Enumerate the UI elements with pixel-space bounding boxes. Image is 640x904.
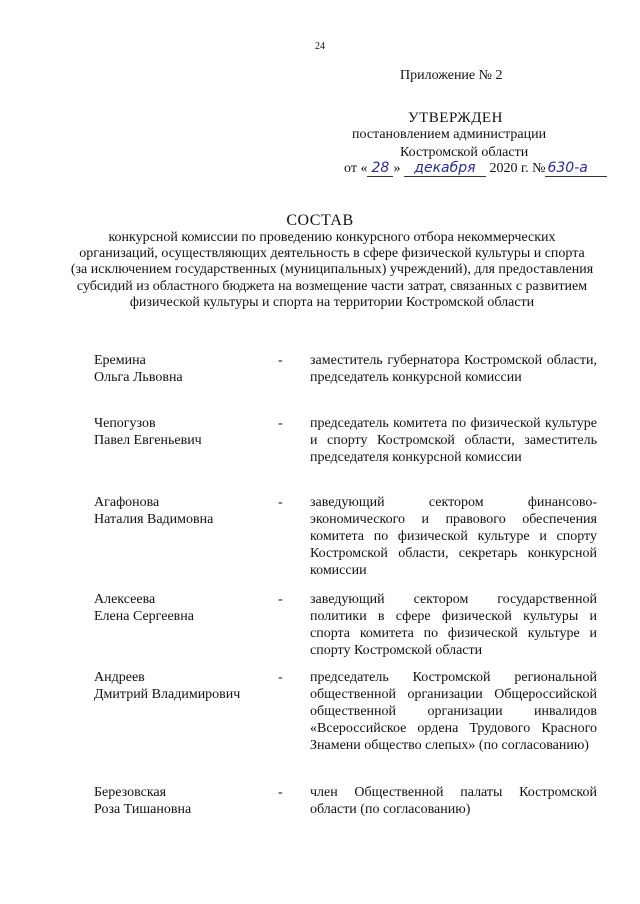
member-role: заместитель губернатора Костромской области, председатель конкурсной комиссии	[310, 353, 597, 385]
member-name	[94, 494, 274, 528]
member-given-name: Роза Тишановна	[94, 802, 192, 817]
member-dash: -	[278, 670, 283, 685]
member-role: заведующий сектором финансово-экономического и правового обеспечения комитета по физической культуре и спорту Костромской области, секретарь конкурсной комиссии	[310, 495, 597, 578]
handwritten-number: 630-а	[545, 161, 607, 177]
open-quote: «	[360, 161, 368, 176]
approved-title: УТВЕРЖДЕН	[408, 110, 503, 126]
page-number: 24	[315, 41, 325, 52]
member-name	[94, 352, 274, 386]
approval-date-line	[344, 161, 607, 177]
member-surname: Чепогузов	[94, 416, 156, 431]
member-given-name: Дмитрий Владимирович	[94, 687, 241, 702]
member-surname: Березовская	[94, 785, 167, 800]
member-role: член Общественной палаты Костромской области (по согласованию)	[310, 785, 597, 817]
member-name	[94, 669, 274, 703]
appendix-label: Приложение № 2	[400, 68, 503, 83]
member-name	[94, 784, 274, 818]
member-given-name: Павел Евгеньевич	[94, 433, 202, 448]
member-name	[94, 591, 274, 625]
member-dash: -	[278, 785, 283, 800]
year-and-number-label: 2020 г. №	[489, 161, 546, 176]
date-prefix: от	[344, 161, 357, 176]
member-surname: Алексеева	[94, 592, 156, 607]
document-subtitle: конкурсной комиссии по проведению конкурсного отбора некоммерческих организаций, осуществляющих деятельность в сфере физической культуры и спорта (за исключением государственных (муниципальных) учреждений), для предоставления субсидий из областного бюджета на возмещение части затрат, связанных с развитием физической культуры и спорта на территории Костромской области	[70, 230, 594, 310]
member-dash: -	[278, 353, 283, 368]
approved-region-line: Костромской области	[400, 145, 529, 160]
approved-by-line: постановлением администрации	[352, 127, 547, 142]
member-role: председатель Костромской региональной общественной организации Общероссийской общественной организации инвалидов «Всероссийское ордена Трудового Красного Знамени общество слепых» (по согласованию)	[310, 670, 597, 753]
handwritten-day: 28	[367, 161, 393, 177]
member-dash: -	[278, 416, 283, 431]
member-role: председатель комитета по физической культуре и спорту Костромской области, заместитель председателя конкурсной комиссии	[310, 416, 597, 465]
member-dash: -	[278, 495, 283, 510]
document-title: СОСТАВ	[286, 212, 354, 229]
member-name	[94, 415, 274, 449]
member-surname: Агафонова	[94, 495, 160, 510]
member-given-name: Елена Сергеевна	[94, 609, 194, 624]
member-given-name: Ольга Львовна	[94, 370, 183, 385]
member-surname: Еремина	[94, 353, 146, 368]
member-role: заведующий сектором государственной политики в сфере физической культуры и спорта комитета по физической культуре и спорту Костромской области	[310, 592, 597, 658]
close-quote: »	[393, 161, 401, 176]
member-surname: Андреев	[94, 670, 145, 685]
member-given-name: Наталия Вадимовна	[94, 512, 214, 527]
handwritten-month: декабря	[404, 161, 486, 177]
member-dash: -	[278, 592, 283, 607]
